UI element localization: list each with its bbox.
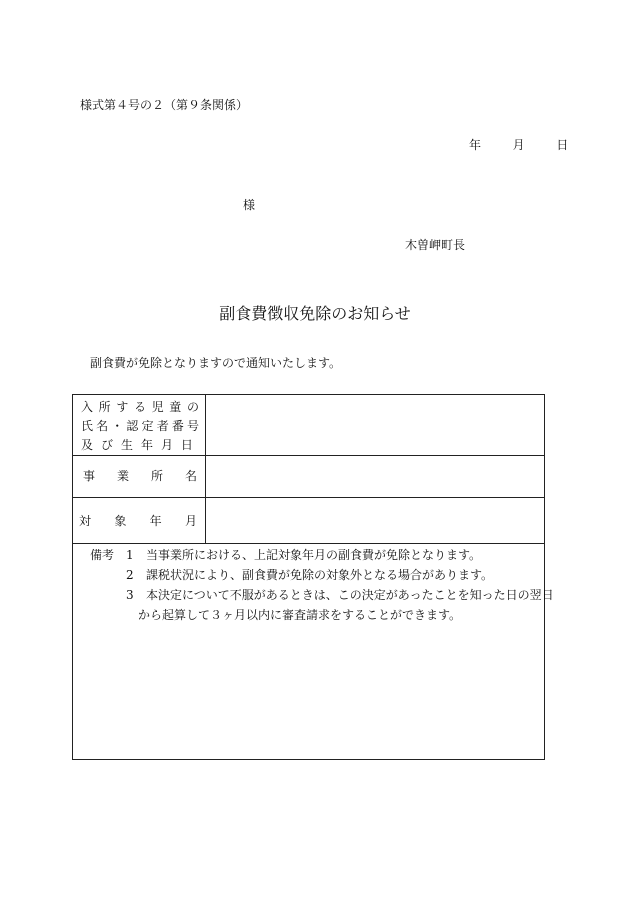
child-label-line-1: 入 所 す る 児 童 の — [81, 400, 199, 414]
remark-1-text: 当事業所における、上記対象年月の副食費が免除となります。 — [146, 548, 482, 562]
table-row-period — [73, 497, 544, 544]
remarks-section — [73, 543, 554, 759]
period-label-text: 対 象 年 月 — [79, 514, 197, 528]
child-label — [73, 395, 206, 455]
addressee-suffix: 様 — [243, 198, 256, 212]
table-row-child — [73, 395, 544, 456]
form-id: 様式第４号の２（第９条関係） — [80, 98, 249, 112]
date-month-char: 月 — [512, 138, 525, 152]
remark-3-number: 3 — [126, 588, 134, 602]
remark-1-number: 1 — [126, 548, 134, 562]
facility-label-text: 事 業 所 名 — [83, 469, 197, 483]
date-line — [469, 139, 568, 151]
facility-value-field[interactable] — [206, 455, 544, 497]
facility-label — [73, 455, 206, 497]
child-value-field[interactable] — [206, 395, 544, 455]
remark-2-text: 課税状況により、副食費が免除の対象外となる場合があります。 — [146, 568, 494, 582]
document-title: 副食費徴収免除のお知らせ — [219, 304, 411, 323]
remarks-heading: 備考 — [90, 548, 115, 562]
child-label-line-3: 及 び 生 年 月 日 — [81, 438, 193, 452]
date-year-char: 年 — [469, 138, 482, 152]
issuer: 木曽岬町長 — [405, 238, 466, 252]
remark-3-text: 本決定について不服があるときは、この決定があったことを知った日の翌日 — [146, 588, 554, 602]
remark-2-number: 2 — [126, 568, 134, 582]
remark-3-continuation: から起算して３ヶ月以内に審査請求をすることができます。 — [138, 608, 462, 622]
child-label-line-2: 氏 名 ・ 認 定 者 番 号 — [81, 419, 199, 433]
table-row-facility — [73, 455, 544, 498]
period-label — [73, 497, 206, 543]
lead-text: 副食費が免除となりますので通知いたします。 — [90, 356, 342, 370]
date-day-char: 日 — [556, 138, 569, 152]
form-table — [72, 394, 554, 760]
period-value-field[interactable] — [206, 497, 544, 543]
